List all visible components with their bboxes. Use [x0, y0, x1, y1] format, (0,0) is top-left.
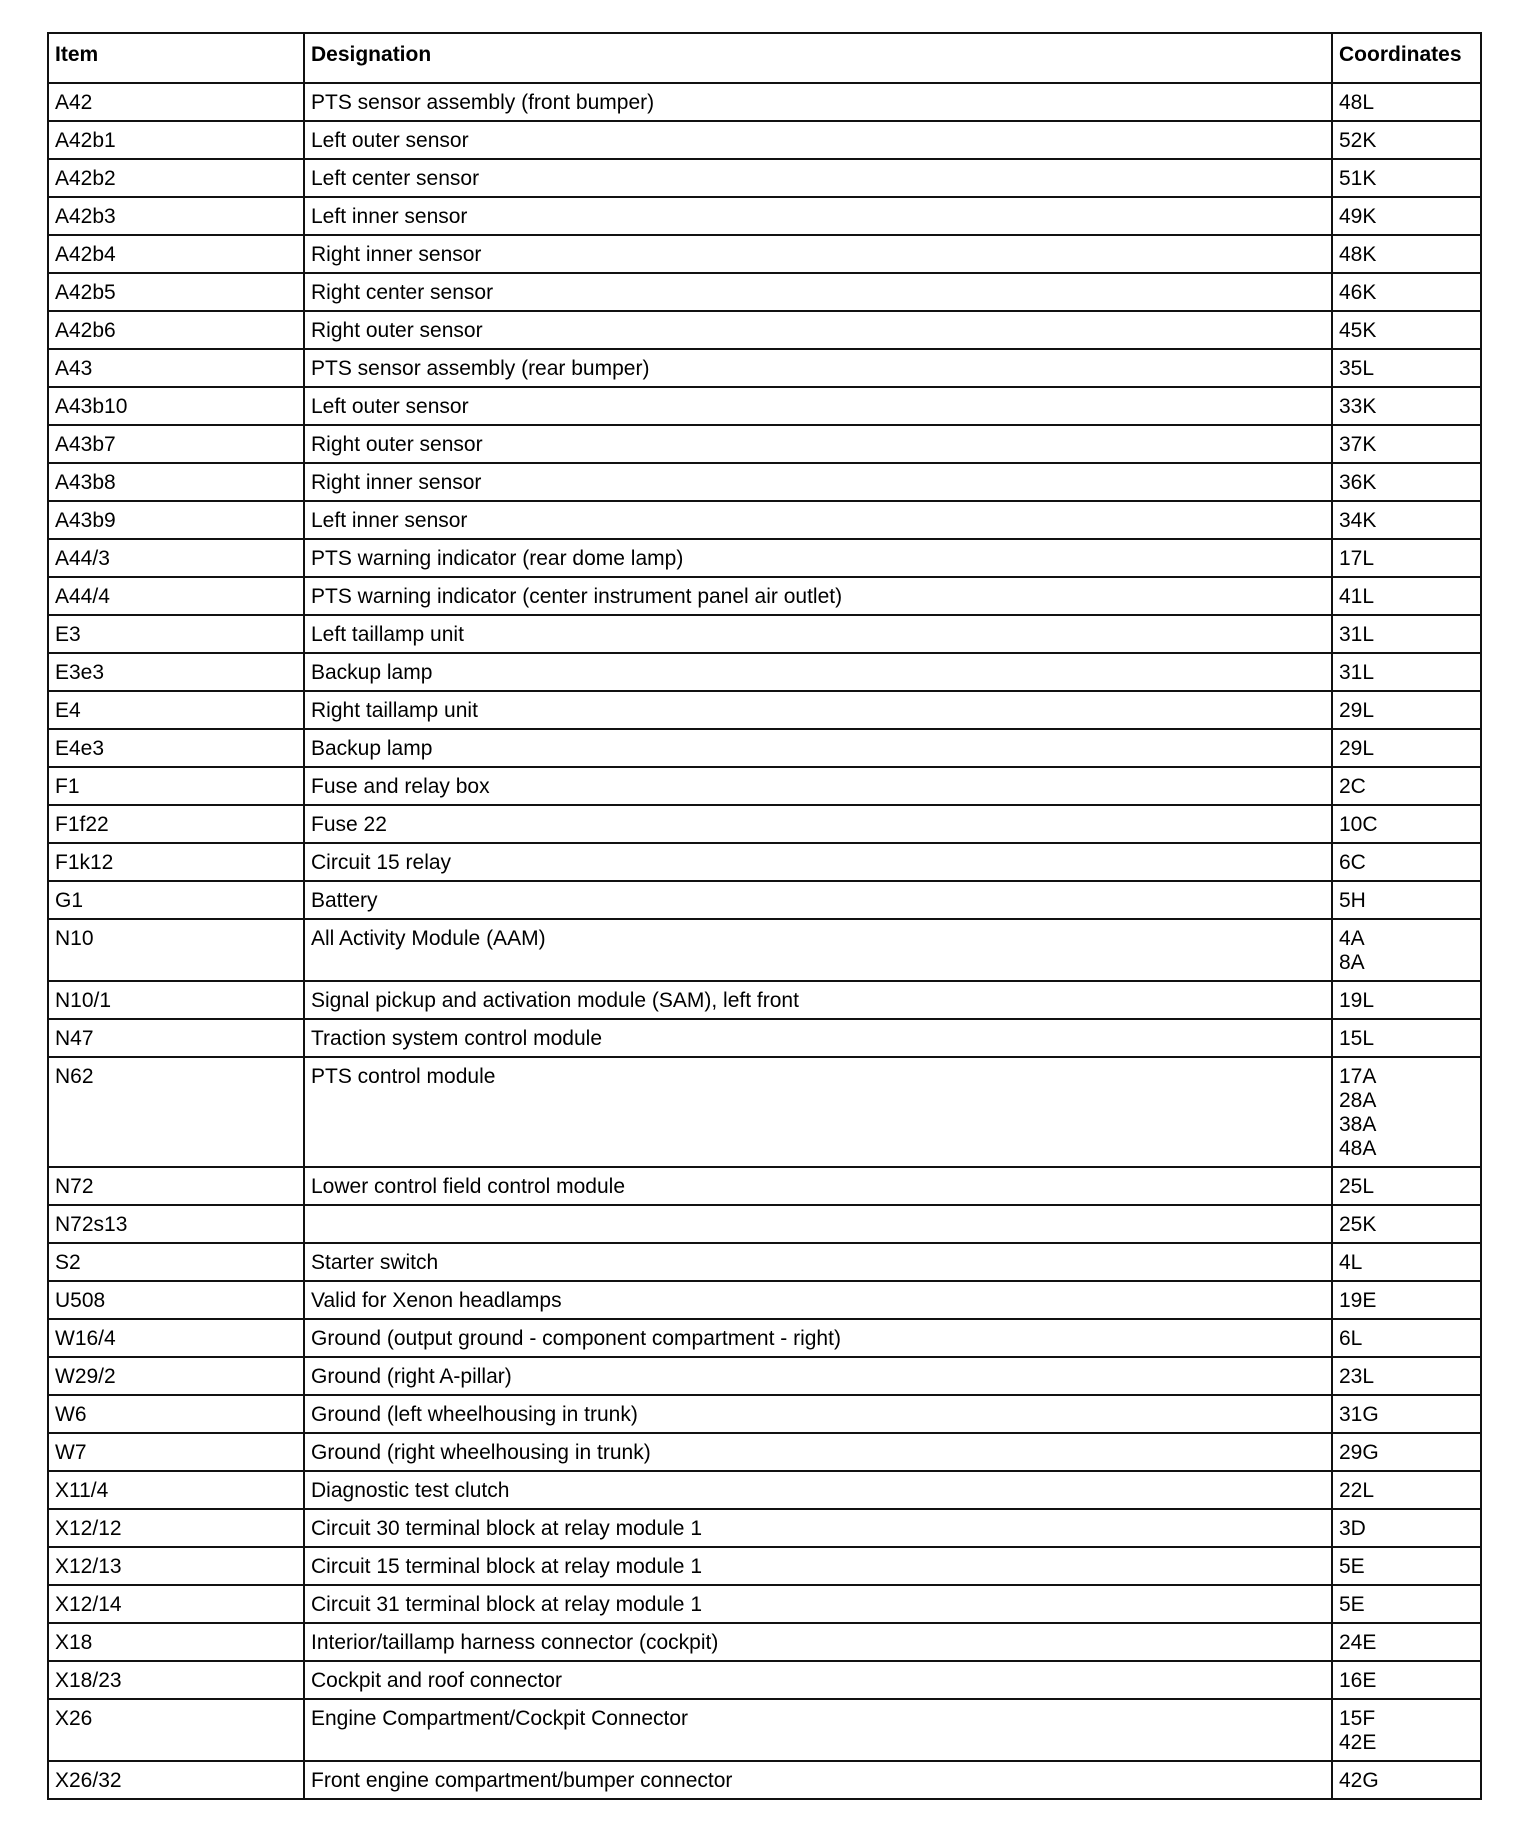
- item-cell: W7: [48, 1433, 304, 1471]
- designation-cell: Diagnostic test clutch: [304, 1471, 1332, 1509]
- table-row: [48, 1395, 1481, 1433]
- designation-cell: Circuit 15 terminal block at relay module 1: [304, 1547, 1332, 1585]
- coordinate-value: 17A: [1339, 1065, 1377, 1088]
- coordinates-cell: [1332, 1281, 1481, 1319]
- item-cell: A43b8: [48, 463, 304, 501]
- item-cell: E4e3: [48, 729, 304, 767]
- designation-cell: Right taillamp unit: [304, 691, 1332, 729]
- item-cell: W6: [48, 1395, 304, 1433]
- table-row: [48, 1761, 1481, 1799]
- coordinates-cell: [1332, 1433, 1481, 1471]
- table-row: [48, 1167, 1481, 1205]
- table-row: [48, 197, 1481, 235]
- table-row: [48, 425, 1481, 463]
- coordinate-value: 41L: [1339, 585, 1375, 608]
- coordinate-value: 42G: [1339, 1769, 1379, 1792]
- coordinate-value: 15F: [1339, 1707, 1376, 1730]
- designation-cell: [304, 1205, 1332, 1243]
- item-cell: A42b6: [48, 311, 304, 349]
- item-cell: F1k12: [48, 843, 304, 881]
- designation-cell: Signal pickup and activation module (SAM), left front: [304, 981, 1332, 1019]
- coordinates-cell: [1332, 981, 1481, 1019]
- item-cell: N62: [48, 1057, 304, 1167]
- coordinate-value: 19L: [1339, 989, 1375, 1012]
- designation-cell: Front engine compartment/bumper connector: [304, 1761, 1332, 1799]
- item-cell: X18/23: [48, 1661, 304, 1699]
- item-cell: N72s13: [48, 1205, 304, 1243]
- item-cell: F1f22: [48, 805, 304, 843]
- table-row: [48, 981, 1481, 1019]
- designation-cell: Fuse 22: [304, 805, 1332, 843]
- coordinates-cell: [1332, 1471, 1481, 1509]
- coordinates-cell: [1332, 805, 1481, 843]
- table-row: [48, 1319, 1481, 1357]
- table-row: [48, 83, 1481, 121]
- designation-cell: All Activity Module (AAM): [304, 919, 1332, 981]
- table-row: [48, 577, 1481, 615]
- coordinate-value: 29L: [1339, 699, 1375, 722]
- designation-cell: PTS control module: [304, 1057, 1332, 1167]
- table-row: [48, 1205, 1481, 1243]
- coordinates-cell: [1332, 1585, 1481, 1623]
- coordinates-cell: [1332, 615, 1481, 653]
- item-cell: A43b10: [48, 387, 304, 425]
- designation-cell: PTS sensor assembly (rear bumper): [304, 349, 1332, 387]
- coordinates-cell: [1332, 539, 1481, 577]
- table-row: [48, 1547, 1481, 1585]
- table-row: [48, 349, 1481, 387]
- coordinate-value: 4L: [1339, 1251, 1363, 1274]
- coordinates-cell: [1332, 1357, 1481, 1395]
- coordinate-value: 16E: [1339, 1669, 1377, 1692]
- table-row: [48, 919, 1481, 981]
- coordinates-cell: [1332, 159, 1481, 197]
- table-row: [48, 881, 1481, 919]
- item-cell: A42: [48, 83, 304, 121]
- item-cell: N10/1: [48, 981, 304, 1019]
- item-cell: U508: [48, 1281, 304, 1319]
- item-cell: G1: [48, 881, 304, 919]
- coordinate-value: 8A: [1339, 951, 1365, 974]
- designation-cell: Right outer sensor: [304, 311, 1332, 349]
- designation-cell: Left center sensor: [304, 159, 1332, 197]
- coordinates-cell: [1332, 1623, 1481, 1661]
- coordinate-value: 6C: [1339, 851, 1366, 874]
- component-legend-table: [47, 32, 1482, 1800]
- table-row: [48, 1471, 1481, 1509]
- table-row: [48, 729, 1481, 767]
- coordinate-value: 48L: [1339, 91, 1375, 114]
- designation-cell: Right center sensor: [304, 273, 1332, 311]
- designation-cell: Left outer sensor: [304, 387, 1332, 425]
- coordinate-value: 15L: [1339, 1027, 1375, 1050]
- coordinates-cell: [1332, 197, 1481, 235]
- coordinate-value: 34K: [1339, 509, 1377, 532]
- coordinate-value: 28A: [1339, 1089, 1377, 1112]
- table-row: [48, 1357, 1481, 1395]
- coordinates-cell: [1332, 235, 1481, 273]
- coordinates-cell: [1332, 1547, 1481, 1585]
- item-cell: X26: [48, 1699, 304, 1761]
- table-row: [48, 1281, 1481, 1319]
- coordinate-value: 45K: [1339, 319, 1377, 342]
- coordinates-cell: [1332, 577, 1481, 615]
- item-cell: X18: [48, 1623, 304, 1661]
- coordinate-value: 37K: [1339, 433, 1377, 456]
- coordinates-cell: [1332, 387, 1481, 425]
- item-cell: A42b2: [48, 159, 304, 197]
- coordinates-cell: [1332, 311, 1481, 349]
- item-cell: X26/32: [48, 1761, 304, 1799]
- designation-cell: Circuit 30 terminal block at relay module 1: [304, 1509, 1332, 1547]
- designation-cell: Ground (left wheelhousing in trunk): [304, 1395, 1332, 1433]
- coordinate-value: 29G: [1339, 1441, 1379, 1464]
- table-row: [48, 805, 1481, 843]
- coordinate-value: 51K: [1339, 167, 1377, 190]
- designation-cell: Right inner sensor: [304, 463, 1332, 501]
- coordinates-cell: [1332, 83, 1481, 121]
- item-cell: A43b9: [48, 501, 304, 539]
- item-cell: A44/4: [48, 577, 304, 615]
- item-cell: A42b1: [48, 121, 304, 159]
- item-cell: S2: [48, 1243, 304, 1281]
- coordinates-cell: [1332, 1761, 1481, 1799]
- coordinate-value: 10C: [1339, 813, 1378, 836]
- coordinate-value: 4A: [1339, 927, 1365, 950]
- table-row: [48, 653, 1481, 691]
- item-cell: E3e3: [48, 653, 304, 691]
- coordinate-value: 25L: [1339, 1175, 1375, 1198]
- designation-cell: Circuit 31 terminal block at relay module 1: [304, 1585, 1332, 1623]
- coordinates-cell: [1332, 843, 1481, 881]
- designation-cell: PTS sensor assembly (front bumper): [304, 83, 1332, 121]
- designation-cell: Circuit 15 relay: [304, 843, 1332, 881]
- item-cell: X12/14: [48, 1585, 304, 1623]
- coordinates-cell: [1332, 1167, 1481, 1205]
- coordinate-value: 5E: [1339, 1555, 1365, 1578]
- item-cell: A42b3: [48, 197, 304, 235]
- designation-cell: Backup lamp: [304, 729, 1332, 767]
- coordinates-cell: [1332, 691, 1481, 729]
- coordinate-value: 33K: [1339, 395, 1377, 418]
- designation-cell: Traction system control module: [304, 1019, 1332, 1057]
- coordinate-value: 24E: [1339, 1631, 1377, 1654]
- coordinate-value: 31G: [1339, 1403, 1379, 1426]
- coordinate-value: 25K: [1339, 1213, 1377, 1236]
- designation-cell: Left inner sensor: [304, 197, 1332, 235]
- designation-cell: Right inner sensor: [304, 235, 1332, 273]
- table-row: [48, 615, 1481, 653]
- coordinate-value: 48A: [1339, 1137, 1377, 1160]
- item-cell: A42b4: [48, 235, 304, 273]
- coordinate-value: 5E: [1339, 1593, 1365, 1616]
- coordinates-cell: [1332, 501, 1481, 539]
- table-row: [48, 1019, 1481, 1057]
- item-cell: N47: [48, 1019, 304, 1057]
- coordinate-value: 29L: [1339, 737, 1375, 760]
- item-cell: N10: [48, 919, 304, 981]
- coordinate-value: 38A: [1339, 1113, 1377, 1136]
- coordinate-value: 5H: [1339, 889, 1366, 912]
- coordinates-cell: [1332, 1395, 1481, 1433]
- coordinate-value: 46K: [1339, 281, 1377, 304]
- coordinates-cell: [1332, 425, 1481, 463]
- designation-cell: Engine Compartment/Cockpit Connector: [304, 1699, 1332, 1761]
- table-row: [48, 1243, 1481, 1281]
- coordinates-cell: [1332, 1661, 1481, 1699]
- table-row: [48, 539, 1481, 577]
- coordinates-cell: [1332, 1699, 1481, 1761]
- item-cell: E3: [48, 615, 304, 653]
- designation-cell: Starter switch: [304, 1243, 1332, 1281]
- table-row: [48, 1057, 1481, 1167]
- designation-cell: Cockpit and roof connector: [304, 1661, 1332, 1699]
- table-row: [48, 235, 1481, 273]
- coordinate-value: 23L: [1339, 1365, 1375, 1388]
- coordinates-cell: [1332, 919, 1481, 981]
- coordinate-value: 49K: [1339, 205, 1377, 228]
- table-row: [48, 159, 1481, 197]
- item-cell: W29/2: [48, 1357, 304, 1395]
- designation-cell: Ground (right A-pillar): [304, 1357, 1332, 1395]
- coordinates-cell: [1332, 1509, 1481, 1547]
- coordinate-value: 48K: [1339, 243, 1377, 266]
- coordinate-value: 52K: [1339, 129, 1377, 152]
- designation-cell: Left inner sensor: [304, 501, 1332, 539]
- designation-cell: Left outer sensor: [304, 121, 1332, 159]
- designation-cell: Ground (right wheelhousing in trunk): [304, 1433, 1332, 1471]
- coordinates-cell: [1332, 653, 1481, 691]
- item-cell: A42b5: [48, 273, 304, 311]
- coordinate-value: 19E: [1339, 1289, 1377, 1312]
- coordinate-value: 31L: [1339, 623, 1375, 646]
- table-row: [48, 273, 1481, 311]
- header-coordinates: Coordinates: [1332, 33, 1481, 83]
- table-row: [48, 1509, 1481, 1547]
- table-row: [48, 1433, 1481, 1471]
- header-item: Item: [48, 33, 304, 83]
- designation-cell: Right outer sensor: [304, 425, 1332, 463]
- table-row: [48, 1623, 1481, 1661]
- table-row: [48, 121, 1481, 159]
- table-row: [48, 843, 1481, 881]
- coordinates-cell: [1332, 349, 1481, 387]
- legend-body: [48, 83, 1481, 1799]
- item-cell: X12/13: [48, 1547, 304, 1585]
- coordinate-value: 6L: [1339, 1327, 1363, 1350]
- table-row: [48, 691, 1481, 729]
- coordinate-value: 36K: [1339, 471, 1377, 494]
- item-cell: N72: [48, 1167, 304, 1205]
- item-cell: A43: [48, 349, 304, 387]
- header-row: [48, 33, 1481, 83]
- coordinates-cell: [1332, 463, 1481, 501]
- item-cell: X12/12: [48, 1509, 304, 1547]
- legend-sheet: [47, 32, 1480, 1800]
- coordinates-cell: [1332, 1205, 1481, 1243]
- table-row: [48, 1699, 1481, 1761]
- coordinates-cell: [1332, 729, 1481, 767]
- coordinates-cell: [1332, 121, 1481, 159]
- designation-cell: PTS warning indicator (center instrument panel air outlet): [304, 577, 1332, 615]
- designation-cell: Backup lamp: [304, 653, 1332, 691]
- table-row: [48, 311, 1481, 349]
- item-cell: A43b7: [48, 425, 304, 463]
- coordinate-value: 17L: [1339, 547, 1375, 570]
- table-row: [48, 463, 1481, 501]
- item-cell: F1: [48, 767, 304, 805]
- designation-cell: Interior/taillamp harness connector (cockpit): [304, 1623, 1332, 1661]
- coordinate-value: 31L: [1339, 661, 1375, 684]
- designation-cell: Ground (output ground - component compartment - right): [304, 1319, 1332, 1357]
- coordinate-value: 2C: [1339, 775, 1366, 798]
- designation-cell: Battery: [304, 881, 1332, 919]
- item-cell: X11/4: [48, 1471, 304, 1509]
- coordinates-cell: [1332, 1243, 1481, 1281]
- designation-cell: Valid for Xenon headlamps: [304, 1281, 1332, 1319]
- designation-cell: Left taillamp unit: [304, 615, 1332, 653]
- table-row: [48, 767, 1481, 805]
- coordinate-value: 3D: [1339, 1517, 1366, 1540]
- table-row: [48, 501, 1481, 539]
- coordinate-value: 22L: [1339, 1479, 1375, 1502]
- table-row: [48, 1585, 1481, 1623]
- coordinate-value: 42E: [1339, 1731, 1377, 1754]
- designation-cell: Lower control field control module: [304, 1167, 1332, 1205]
- coordinates-cell: [1332, 1019, 1481, 1057]
- item-cell: A44/3: [48, 539, 304, 577]
- table-row: [48, 387, 1481, 425]
- coordinates-cell: [1332, 1319, 1481, 1357]
- header-designation: Designation: [304, 33, 1332, 83]
- coordinates-cell: [1332, 1057, 1481, 1167]
- item-cell: W16/4: [48, 1319, 304, 1357]
- coordinates-cell: [1332, 881, 1481, 919]
- coordinate-value: 35L: [1339, 357, 1375, 380]
- item-cell: E4: [48, 691, 304, 729]
- coordinates-cell: [1332, 273, 1481, 311]
- coordinates-cell: [1332, 767, 1481, 805]
- designation-cell: PTS warning indicator (rear dome lamp): [304, 539, 1332, 577]
- designation-cell: Fuse and relay box: [304, 767, 1332, 805]
- table-row: [48, 1661, 1481, 1699]
